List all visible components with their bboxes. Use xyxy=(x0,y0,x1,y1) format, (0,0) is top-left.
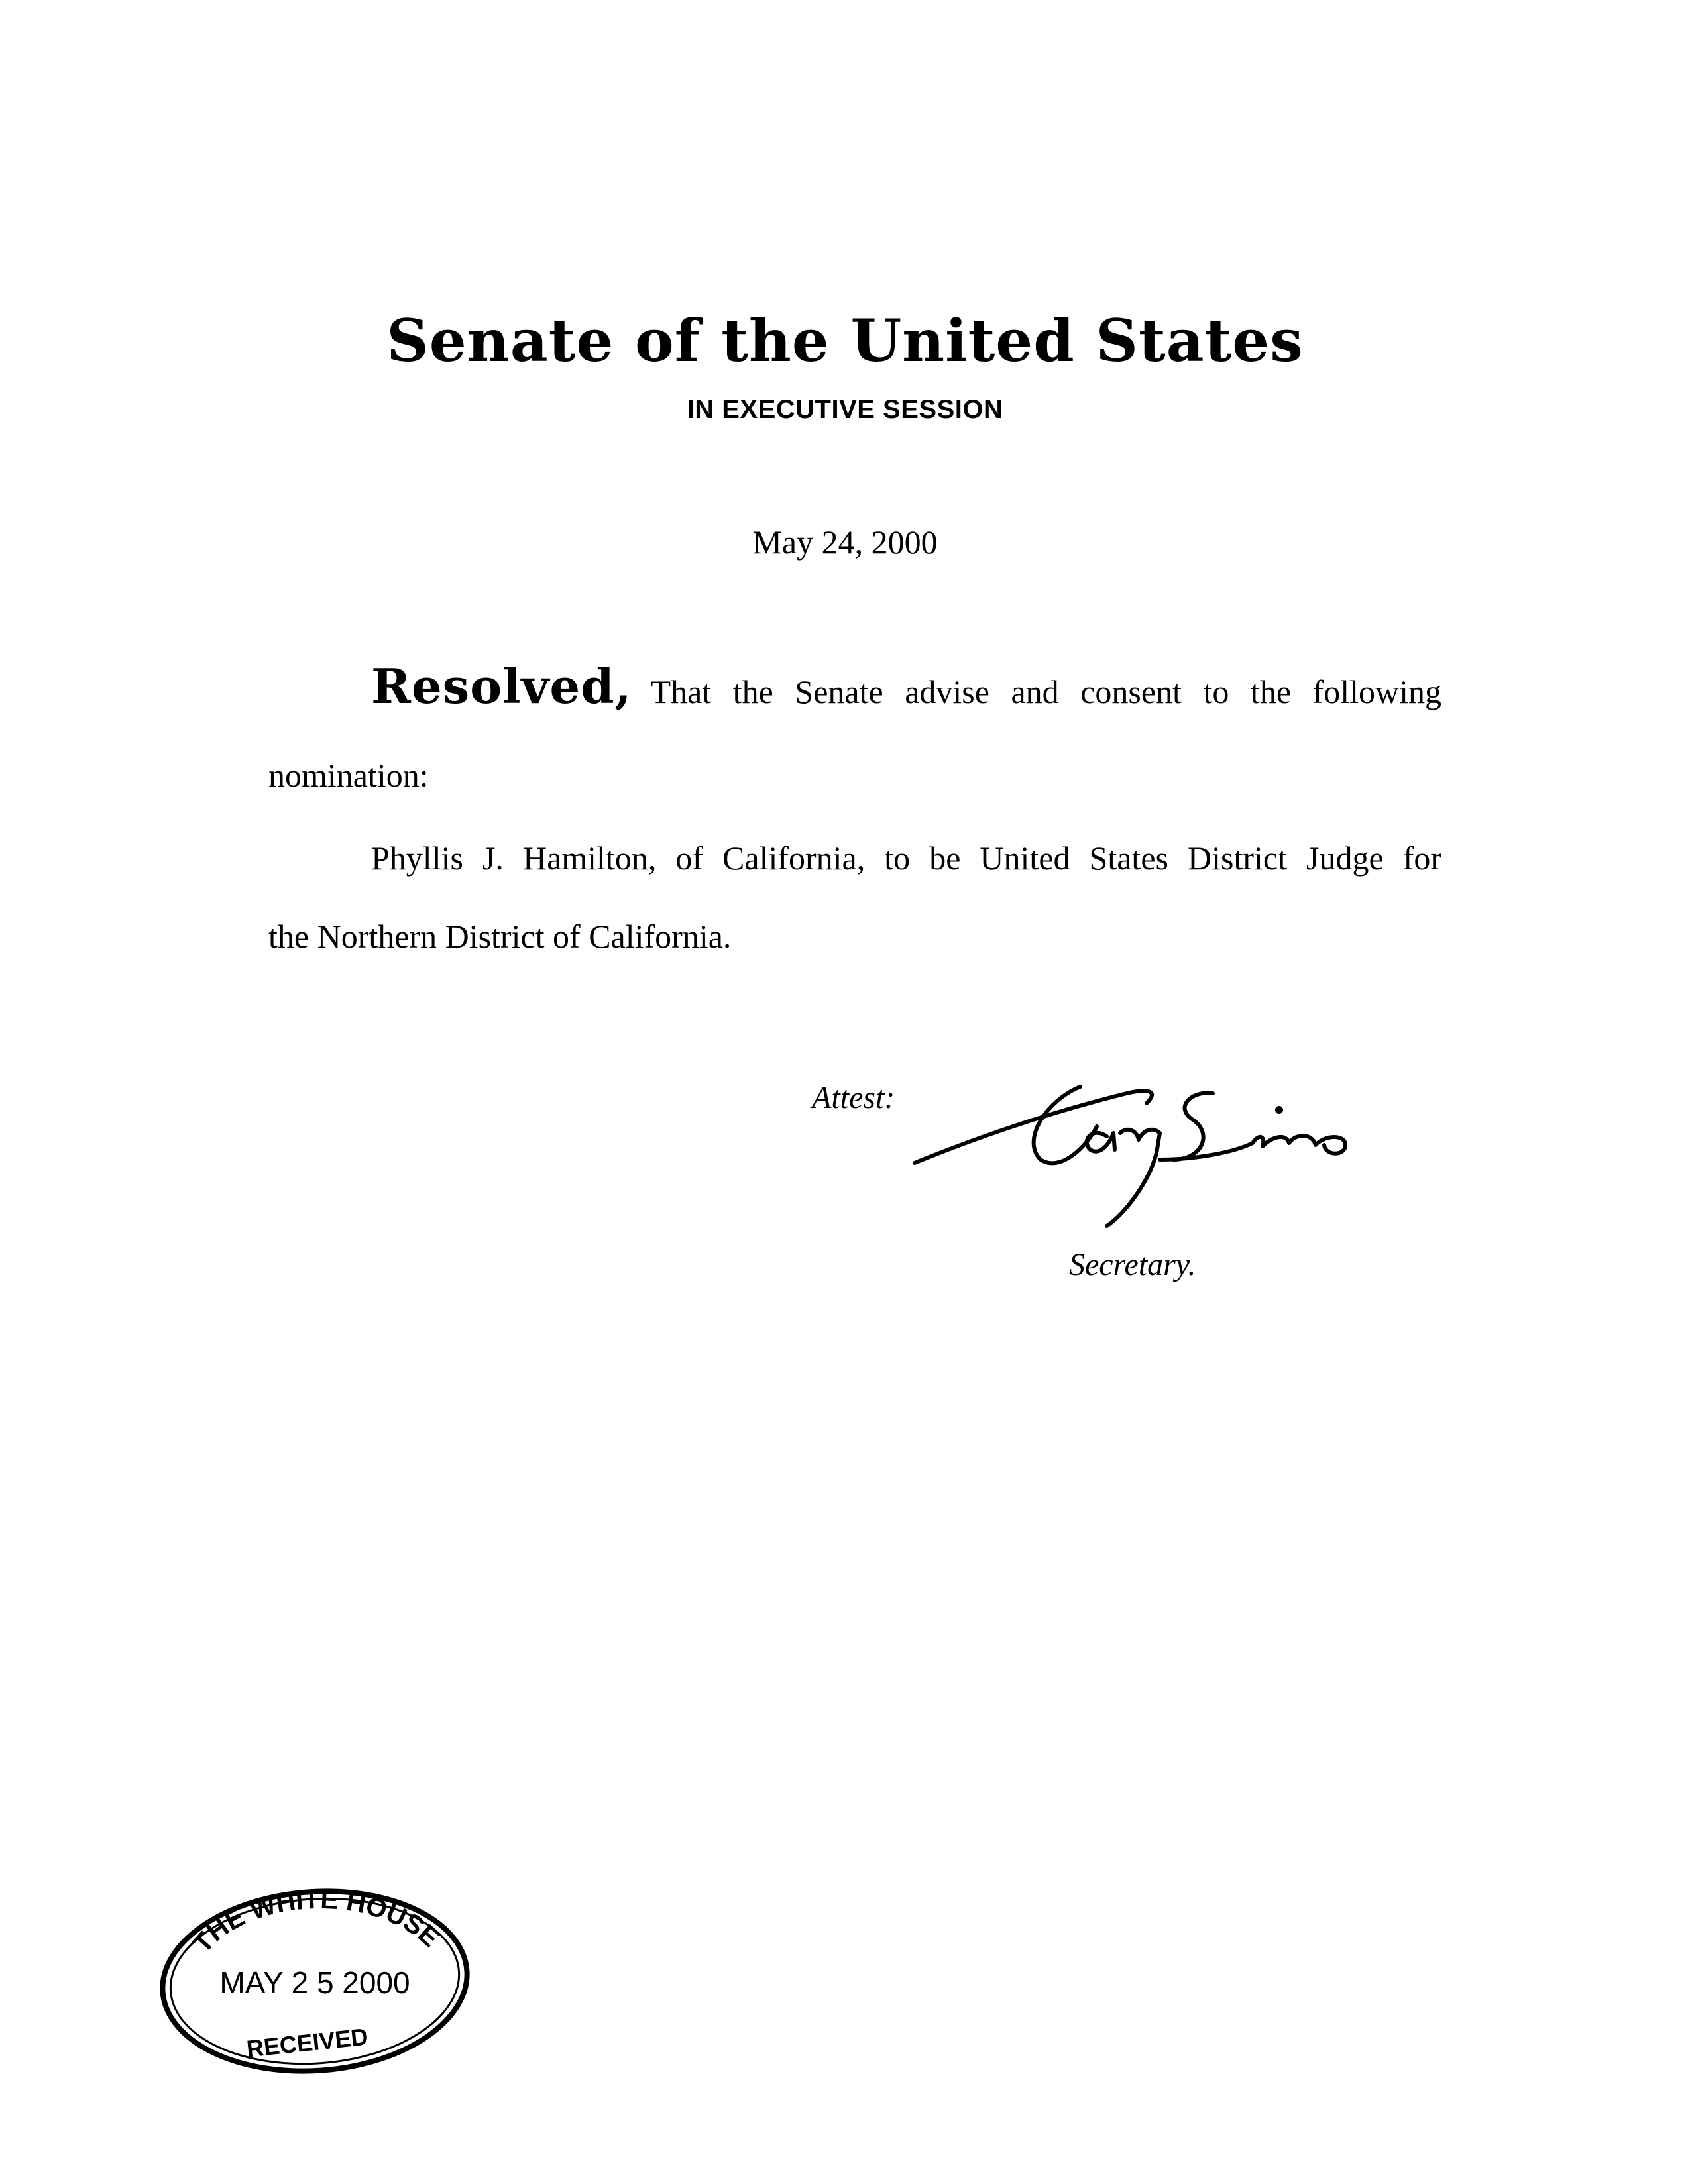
nominee-line1: Phyllis J. Hamilton, of California, to be United States District Judge for xyxy=(371,840,1441,877)
document-subtitle: IN EXECUTIVE SESSION xyxy=(687,395,1003,424)
attest-label: Attest: xyxy=(812,1080,895,1115)
nominee-line2: the Northern District of California. xyxy=(268,918,732,955)
stamp-date: MAY 2 5 2000 xyxy=(219,1965,410,2000)
secretary-signature xyxy=(908,1060,1491,1232)
resolved-word: Resolved, xyxy=(371,658,632,714)
stamp-bottom-text: RECEIVED xyxy=(245,2022,370,2063)
resolution-text-line2: nomination: xyxy=(268,757,429,794)
white-house-received-stamp xyxy=(149,1882,480,2081)
secretary-title: Secretary. xyxy=(1069,1247,1196,1282)
resolution-first-line xyxy=(371,658,1441,714)
document-title: Senate of the United States xyxy=(386,306,1304,375)
stamp-top-text: THE WHITE HOUSE xyxy=(188,1884,445,1959)
document-date: May 24, 2000 xyxy=(752,523,938,561)
resolution-text-line1: That the Senate advise and consent to the following xyxy=(650,673,1441,710)
